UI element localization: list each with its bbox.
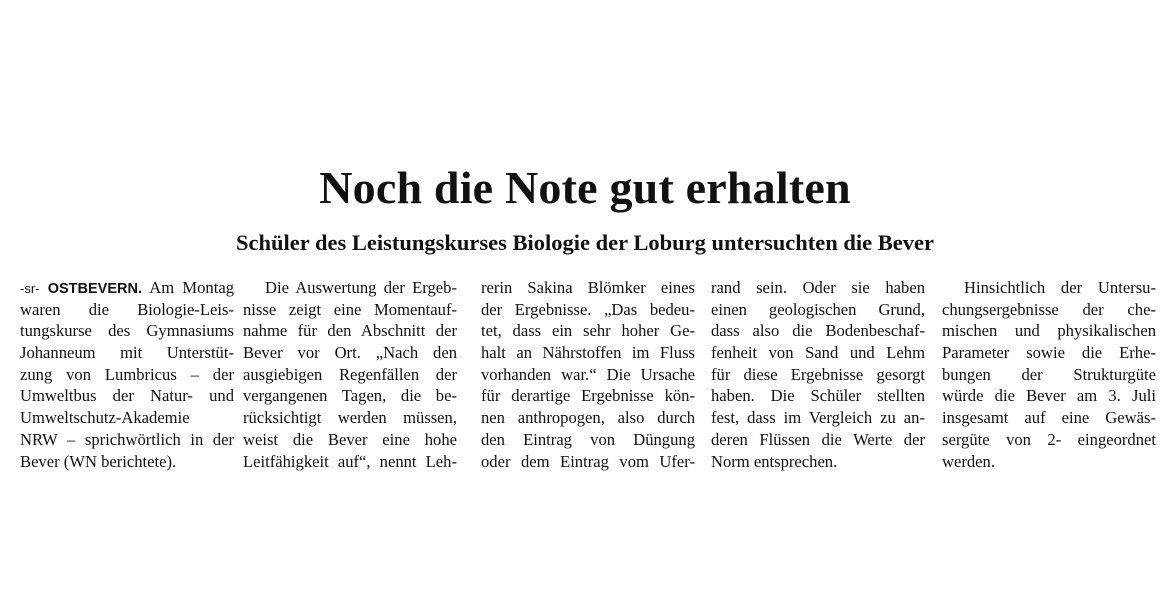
column-line: einen geologischen Grund, (711, 299, 925, 319)
article-column-2 (243, 277, 457, 472)
byline: -sr- (20, 281, 40, 296)
column-line: Parameter sowie die Erhe- (942, 343, 1156, 363)
column-line: bungen der Strukturgüte (942, 364, 1156, 384)
column-line: vergangenen Tagen, die be- (243, 386, 457, 406)
column-line: fest, dass im Vergleich zu an- (711, 408, 925, 428)
column-line: Leitfähigkeit auf“, nennt Leh- (243, 451, 457, 471)
column-line: nisse zeigt eine Momentauf- (243, 299, 457, 319)
column-line: vorhanden war.“ Die Ursache (481, 364, 695, 384)
column-line: weist die Bever eine hohe (243, 429, 457, 449)
article-headline: Noch die Note gut erhalten (319, 162, 851, 213)
column-line: haben. Die Schüler stellten (711, 386, 925, 406)
column-line: Hinsichtlich der Untersu- (964, 278, 1156, 297)
column-line: NRW – sprichwörtlich in der (20, 429, 234, 449)
column-line: zung von Lumbricus – der (20, 364, 234, 384)
column-line: der Ergebnisse. „Das bedeu- (481, 299, 695, 319)
column-line: mischen und physikalischen (942, 321, 1156, 341)
column-line: tet, dass ein sehr hoher Ge- (481, 321, 695, 341)
column-line: Johanneum mit Unterstüt- (20, 343, 234, 363)
column-line: sergüte von 2- eingeordnet (942, 429, 1156, 449)
article-column-3 (481, 277, 695, 472)
article-column-5 (942, 277, 1156, 472)
column-line: Umweltschutz-Akademie (20, 408, 190, 428)
article-column-1 (20, 277, 234, 472)
column-line: chungsergebnisse der che- (942, 299, 1156, 319)
column-line: Die Auswertung der Ergeb- (265, 278, 457, 297)
column-line: Umweltbus der Natur- und (20, 386, 234, 406)
column-line: für diese Ergebnisse gesorgt (711, 364, 925, 384)
column-line: rücksichtigt werden müssen, (243, 408, 457, 428)
column-line: werden. (942, 451, 995, 471)
column-line: oder dem Eintrag vom Ufer- (481, 451, 695, 471)
column-line: Bever vor Ort. „Nach den (243, 343, 457, 363)
column-line: den Eintrag von Düngung (481, 429, 695, 449)
column-line: waren die Biologie-Leis- (20, 299, 234, 319)
column-line: Bever (WN berichtete). (20, 451, 177, 471)
column-line: fenheit von Sand und Lehm (711, 343, 925, 363)
column-line: -sr- OSTBEVERN. Am Montag (20, 278, 234, 297)
column-line: Norm entsprechen. (711, 451, 838, 471)
column-line: halt an Nährstoffen im Fluss (481, 343, 695, 363)
article-subheadline: Schüler des Leistungskurses Biologie der Loburg untersuchten die Bever (236, 230, 934, 255)
column-line: für derartige Ergebnisse kön- (481, 386, 695, 406)
column-line: würde die Bever am 3. Juli (942, 386, 1156, 406)
article-column-4 (711, 277, 925, 472)
column-line: rand sein. Oder sie haben (711, 278, 925, 297)
column-line: tungskurse des Gymnasiums (20, 321, 234, 341)
column-line: nen anthropogen, also durch (481, 408, 695, 428)
column-line: rerin Sakina Blömker eines (481, 278, 695, 297)
column-line: deren Flüssen die Werte der (711, 429, 925, 449)
dateline: OSTBEVERN. (47, 281, 142, 297)
column-line: nahme für den Abschnitt der (243, 321, 457, 341)
column-line: dass also die Bodenbeschaf- (711, 321, 925, 341)
column-line: ausgiebigen Regenfällen der (243, 364, 457, 384)
column-line: insgesamt auf eine Gewäs- (942, 408, 1156, 428)
